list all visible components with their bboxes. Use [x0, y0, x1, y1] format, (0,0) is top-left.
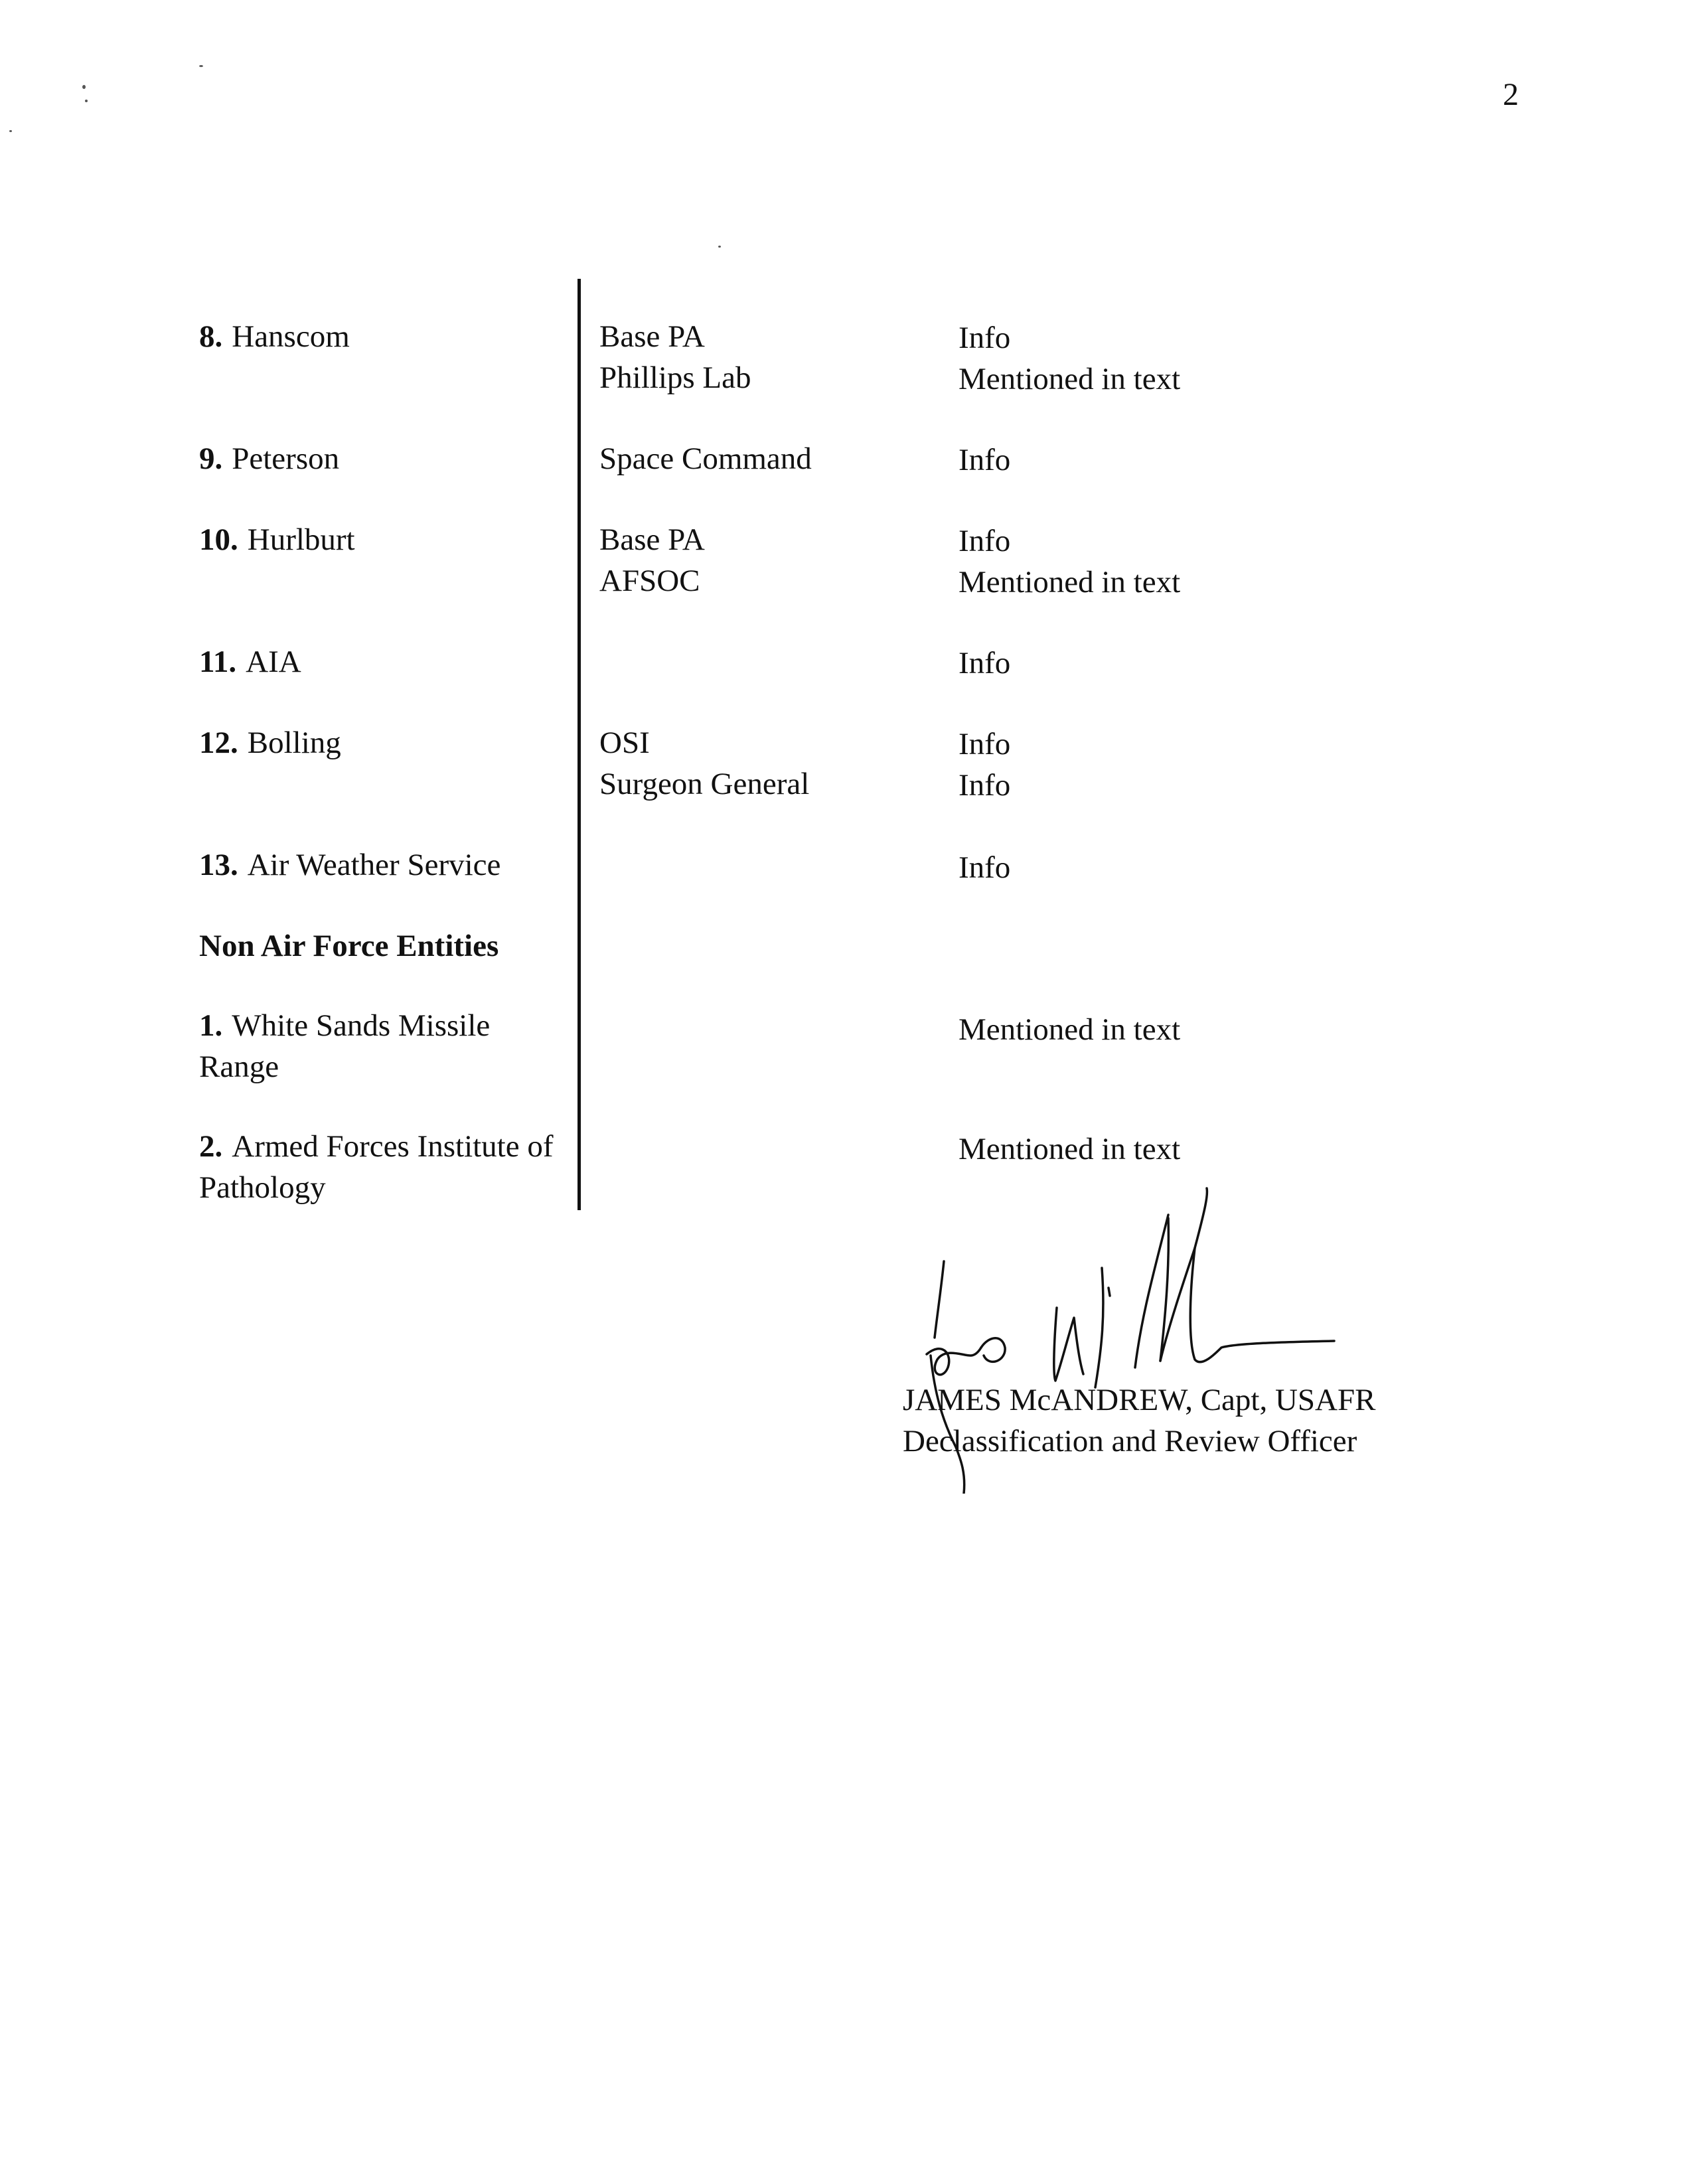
- entity-row-10: [199, 519, 571, 560]
- office-cell-9: [599, 438, 945, 479]
- row-number: 10.: [199, 522, 238, 557]
- status-line: Info: [959, 524, 1011, 558]
- office-line: Base PA: [599, 522, 705, 557]
- non-af-status-1: [959, 1009, 1423, 1050]
- signer-title: Declassification and Review Officer: [903, 1424, 1357, 1458]
- row-number: 2.: [199, 1129, 223, 1164]
- entity-name: Air Weather Service: [247, 848, 501, 882]
- office-cell-10: [599, 519, 945, 601]
- status-line: Info: [959, 321, 1011, 355]
- status-line: Info: [959, 768, 1011, 803]
- office-line: AFSOC: [599, 564, 700, 598]
- status-line: Info: [959, 850, 1011, 885]
- status-cell-9: [959, 439, 1423, 481]
- status-cell-8: [959, 317, 1423, 400]
- office-cell-12: [599, 722, 945, 805]
- status-cell-13: [959, 847, 1423, 888]
- scan-speck: [718, 246, 721, 248]
- entity-row-13: [199, 844, 571, 886]
- scan-speck: [82, 85, 86, 89]
- status-line: Mentioned in text: [959, 1132, 1181, 1166]
- scan-speck: [9, 130, 12, 132]
- office-line: Base PA: [599, 319, 705, 354]
- column-divider: [577, 279, 581, 1210]
- office-line: Space Command: [599, 441, 812, 476]
- entity-name: AIA: [246, 645, 301, 679]
- row-number: 9.: [199, 441, 223, 476]
- entity-name: White Sands Missile Range: [199, 1008, 491, 1084]
- row-number: 1.: [199, 1008, 223, 1043]
- entity-name: Peterson: [232, 441, 340, 476]
- status-cell-11: [959, 643, 1423, 684]
- office-line: Phillips Lab: [599, 360, 751, 395]
- entity-row-12: [199, 722, 571, 763]
- page-number: 2: [1503, 77, 1519, 112]
- office-line: Surgeon General: [599, 767, 810, 801]
- entity-row-9: [199, 438, 571, 479]
- non-af-entity-1: [199, 1005, 571, 1087]
- status-line: Mentioned in text: [959, 1012, 1181, 1047]
- row-number: 13.: [199, 848, 238, 882]
- entity-row-11: [199, 641, 571, 682]
- status-line: Info: [959, 727, 1011, 761]
- entity-name: Hurlburt: [247, 522, 355, 557]
- non-af-entity-2: [199, 1126, 571, 1208]
- row-number: 8.: [199, 319, 223, 354]
- status-line: Info: [959, 646, 1011, 680]
- office-line: OSI: [599, 726, 650, 760]
- status-cell-12: [959, 724, 1423, 806]
- entity-name: Bolling: [247, 726, 341, 760]
- signature-block: [903, 1379, 1375, 1462]
- entity-name: Armed Forces Institute of Pathology: [199, 1129, 554, 1205]
- office-cell-8: [599, 316, 945, 398]
- signer-name: JAMES McANDREW, Capt, USAFR: [903, 1383, 1376, 1417]
- entity-row-8: [199, 316, 571, 357]
- status-cell-10: [959, 520, 1423, 603]
- scan-speck: [199, 65, 203, 67]
- row-number: 11.: [199, 645, 237, 679]
- status-line: Mentioned in text: [959, 362, 1181, 396]
- status-line: Info: [959, 443, 1011, 477]
- section-heading: Non Air Force Entities: [199, 929, 499, 963]
- row-number: 12.: [199, 726, 238, 760]
- scan-speck: [85, 100, 88, 102]
- entity-name: Hanscom: [232, 319, 350, 354]
- non-af-status-2: [959, 1129, 1423, 1170]
- status-line: Mentioned in text: [959, 565, 1181, 599]
